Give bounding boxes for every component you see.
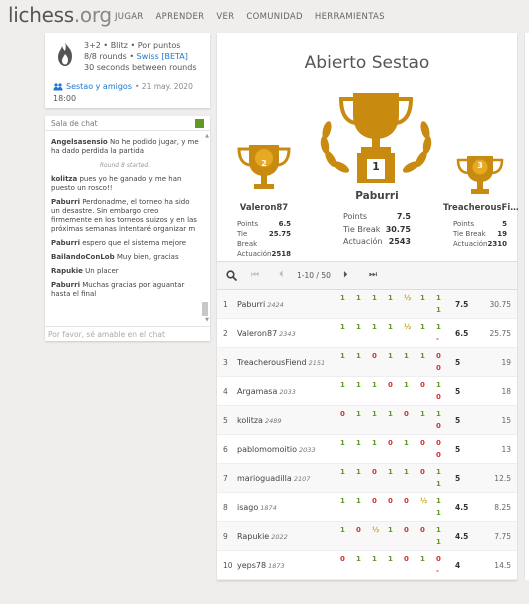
round-result[interactable]: ½ xyxy=(420,497,428,505)
stat-tiebreak: 19 xyxy=(497,230,507,238)
chat-message xyxy=(51,198,199,234)
round-result[interactable]: 1 xyxy=(372,323,377,331)
score-sheet xyxy=(339,555,447,577)
player-name: marioguadilla xyxy=(237,474,292,483)
round-result[interactable]: 1 xyxy=(356,497,361,505)
nav-play[interactable]: JUGAR xyxy=(115,12,144,22)
page-range: 1-10 / 50 xyxy=(297,271,331,280)
standing-tiebreak: 15 xyxy=(501,416,511,425)
standing-player[interactable] xyxy=(237,358,325,367)
podium-name-3[interactable]: TreacherousFi… xyxy=(443,203,519,213)
standing-points: 5 xyxy=(455,387,461,396)
round-result[interactable]: 1 xyxy=(420,323,425,331)
round-result[interactable]: 0 xyxy=(372,468,377,476)
team-link[interactable]: Sestao y amigos xyxy=(66,82,132,91)
stat-label: Actuación xyxy=(237,250,272,258)
flame-icon xyxy=(54,41,76,67)
standing-tiebreak: 12.5 xyxy=(494,474,511,483)
table-row[interactable] xyxy=(217,551,517,580)
standing-tiebreak: 13 xyxy=(501,445,511,454)
site-logo[interactable] xyxy=(8,3,112,27)
round-result[interactable]: 0 xyxy=(404,497,409,505)
standing-tiebreak: 30.75 xyxy=(489,300,511,309)
standing-points: 5 xyxy=(455,474,461,483)
round-result[interactable]: 1 xyxy=(436,323,441,331)
player-rating: 1874 xyxy=(260,504,277,512)
player-name: Rapukie xyxy=(237,532,270,541)
nav-watch[interactable]: VER xyxy=(216,12,235,22)
chat-user[interactable]: Angelsasensio xyxy=(51,138,108,146)
standing-rank: 1 xyxy=(223,300,228,309)
chat-text: Muchas gracias por aguantar hasta el final xyxy=(51,281,185,298)
standing-player[interactable] xyxy=(237,532,288,541)
chat-user[interactable]: Rapukie xyxy=(51,267,83,275)
table-row[interactable] xyxy=(217,493,517,522)
podium-rank-3: 3 xyxy=(477,161,483,170)
round-result[interactable]: 1 xyxy=(388,555,393,563)
round-result[interactable]: 1 xyxy=(372,381,377,389)
stat-label: Tie Break xyxy=(237,230,258,248)
round-result[interactable]: 0 xyxy=(436,364,441,372)
round-result[interactable]: 1 xyxy=(340,526,345,534)
podium-stats-3 xyxy=(453,219,507,249)
round-result[interactable]: 1 xyxy=(356,439,361,447)
standings-table xyxy=(217,290,517,580)
score-sheet xyxy=(339,294,447,316)
round-result[interactable]: 1 xyxy=(420,555,425,563)
tournament-panel xyxy=(217,33,517,580)
score-sheet xyxy=(339,352,447,374)
standing-rank: 2 xyxy=(223,329,228,338)
score-sheet xyxy=(339,526,447,548)
round-result[interactable]: 1 xyxy=(372,410,377,418)
round-result[interactable]: 1 xyxy=(340,497,345,505)
standing-rank: 5 xyxy=(223,416,228,425)
standing-player[interactable] xyxy=(237,300,284,309)
round-result[interactable]: 0 xyxy=(436,439,441,447)
podium-stats-2 xyxy=(237,219,291,259)
standing-tiebreak: 7.75 xyxy=(494,532,511,541)
round-result[interactable]: 0 xyxy=(372,352,377,360)
round-result[interactable]: 0 xyxy=(372,497,377,505)
round-result[interactable]: 0 xyxy=(404,526,409,534)
standing-player[interactable] xyxy=(237,561,285,570)
chat-input[interactable]: Por favor, sé amable en el chat xyxy=(45,326,210,341)
round-result[interactable]: 1 xyxy=(340,468,345,476)
stat-tiebreak: 30.75 xyxy=(385,224,411,234)
round-result[interactable]: 1 xyxy=(436,294,441,302)
stat-label: Tie Break xyxy=(453,230,486,238)
chat-system-message: Round 8 started. xyxy=(99,162,151,169)
round-result[interactable]: 1 xyxy=(340,352,345,360)
score-sheet xyxy=(339,468,447,490)
round-result[interactable]: 1 xyxy=(436,497,441,505)
swiss-beta-link[interactable]: Swiss [BETA] xyxy=(136,52,188,61)
round-result[interactable]: 0 xyxy=(388,497,393,505)
stat-performance: 2543 xyxy=(388,237,411,246)
player-rating: 2489 xyxy=(264,417,282,425)
chat-message xyxy=(51,253,199,262)
stat-points: 6.5 xyxy=(278,220,291,228)
stat-tiebreak: 25.75 xyxy=(268,230,291,238)
round-result[interactable]: 1 xyxy=(388,294,393,302)
player-rating: 2151 xyxy=(308,359,326,367)
standing-points: 5 xyxy=(455,358,461,367)
standing-rank: 8 xyxy=(223,503,228,512)
chat-message xyxy=(51,281,199,299)
standing-rank: 9 xyxy=(223,532,228,541)
player-name: isago xyxy=(237,503,259,512)
round-result[interactable]: 0 xyxy=(436,555,441,563)
trophy-icon xyxy=(455,153,505,199)
round-result[interactable]: 1 xyxy=(356,381,361,389)
stat-points: 7.5 xyxy=(396,212,411,221)
standing-tiebreak: 19 xyxy=(501,358,511,367)
nav-learn[interactable]: APRENDER xyxy=(155,12,205,22)
nav-community[interactable]: COMUNIDAD xyxy=(246,12,303,22)
info-interval: 30 seconds between rounds xyxy=(84,63,197,72)
stat-label: Points xyxy=(343,212,368,221)
round-result[interactable]: 0 xyxy=(420,439,425,447)
round-result[interactable]: 1 xyxy=(436,509,441,517)
round-result[interactable]: 1 xyxy=(388,352,393,360)
player-name: Paburri xyxy=(237,300,266,309)
chat-user[interactable]: Paburri xyxy=(51,239,80,247)
chat-text: pues yo he ganado y me han puesto un rosco!! xyxy=(51,175,182,192)
chat-message xyxy=(51,267,199,276)
round-result[interactable]: 1 xyxy=(372,555,377,563)
score-sheet xyxy=(339,381,447,403)
score-sheet xyxy=(339,323,447,345)
player-rating: 2033 xyxy=(299,446,316,454)
table-row[interactable] xyxy=(217,290,517,319)
round-result[interactable]: 0 xyxy=(436,422,441,430)
scroll-down-arrow[interactable]: ▼ xyxy=(205,317,209,323)
round-result[interactable]: 1 xyxy=(436,381,441,389)
round-result[interactable]: 1 xyxy=(340,294,345,302)
chat-user[interactable]: Paburri xyxy=(51,198,80,206)
standing-player[interactable] xyxy=(237,416,281,425)
round-result[interactable]: 1 xyxy=(436,468,441,476)
chat-panel xyxy=(45,116,210,341)
stat-performance: 2310 xyxy=(487,240,507,248)
round-result[interactable]: 1 xyxy=(340,439,345,447)
table-row[interactable] xyxy=(217,435,517,464)
standing-points: 5 xyxy=(455,416,461,425)
chat-text: espero que el sistema mejore xyxy=(82,239,187,247)
stat-label: Actuación xyxy=(343,237,383,246)
score-sheet xyxy=(339,439,447,461)
chat-user[interactable]: BailandoConLob xyxy=(51,253,115,261)
chat-header xyxy=(45,116,210,131)
main-nav xyxy=(115,12,397,22)
round-result[interactable]: 1 xyxy=(340,323,345,331)
table-row[interactable] xyxy=(217,406,517,435)
round-result[interactable]: 1 xyxy=(388,323,393,331)
score-sheet xyxy=(339,497,447,519)
first-page-icon[interactable]: ⏮ xyxy=(251,270,260,280)
round-result[interactable]: 1 xyxy=(356,352,361,360)
podium-stats-1 xyxy=(343,211,411,249)
player-rating: 2033 xyxy=(279,388,296,396)
round-result[interactable]: ½ xyxy=(404,294,412,302)
round-result[interactable]: 1 xyxy=(356,323,361,331)
round-result[interactable]: 0 xyxy=(388,381,393,389)
tournament-title: Abierto Sestao xyxy=(304,53,430,73)
score-sheet xyxy=(339,410,447,432)
standing-tiebreak: 18 xyxy=(501,387,511,396)
player-name: pablomomoitio xyxy=(237,445,298,454)
round-result[interactable]: 0 xyxy=(420,468,425,476)
standing-player[interactable] xyxy=(237,474,310,483)
round-result[interactable]: 1 xyxy=(420,352,425,360)
team-line xyxy=(53,82,193,91)
round-result[interactable]: 1 xyxy=(436,526,441,534)
round-result[interactable]: 1 xyxy=(356,294,361,302)
player-name: TreacherousFiend xyxy=(237,358,307,367)
round-result[interactable]: - xyxy=(436,335,439,343)
round-result[interactable]: 0 xyxy=(436,352,441,360)
standing-tiebreak: 8.25 xyxy=(494,503,511,512)
standings-pager xyxy=(217,262,517,290)
round-result[interactable]: 0 xyxy=(420,526,425,534)
player-rating: 1873 xyxy=(268,562,285,570)
standing-rank: 10 xyxy=(223,561,233,570)
chat-title: Sala de chat xyxy=(51,119,98,128)
round-result[interactable]: 1 xyxy=(436,410,441,418)
round-result[interactable]: 1 xyxy=(404,352,409,360)
round-result[interactable]: 1 xyxy=(356,555,361,563)
standing-player[interactable] xyxy=(237,445,316,454)
last-page-icon[interactable]: ⏭ xyxy=(369,270,378,280)
round-result[interactable]: 0 xyxy=(404,410,409,418)
round-result[interactable]: 0 xyxy=(356,526,361,534)
standing-points: 4 xyxy=(455,561,461,570)
chat-message xyxy=(51,138,199,156)
team-icon xyxy=(53,83,63,91)
player-rating: 2107 xyxy=(293,475,311,483)
podium-name-1[interactable]: Paburri xyxy=(355,190,399,202)
stat-label: Points xyxy=(237,220,259,228)
round-result[interactable]: 0 xyxy=(388,439,393,447)
standing-rank: 4 xyxy=(223,387,228,396)
podium-name-2[interactable]: Valeron87 xyxy=(239,203,289,213)
round-result[interactable]: 1 xyxy=(388,410,393,418)
round-result[interactable]: ½ xyxy=(372,526,380,534)
player-name: Valeron87 xyxy=(237,329,278,338)
logo-text: lichess xyxy=(8,3,74,27)
round-result[interactable]: 1 xyxy=(372,439,377,447)
standing-points: 7.5 xyxy=(455,300,469,309)
tournament-time: 18:00 xyxy=(53,94,77,103)
round-result[interactable]: 1 xyxy=(404,381,409,389)
round-result[interactable]: 0 xyxy=(404,555,409,563)
info-clock: 3+2 • Blitz • Por puntos xyxy=(84,41,181,50)
table-row[interactable] xyxy=(217,319,517,348)
standing-tiebreak: 14.5 xyxy=(494,561,511,570)
round-result[interactable]: 1 xyxy=(388,468,393,476)
round-result[interactable]: 1 xyxy=(388,526,393,534)
round-result[interactable]: 0 xyxy=(436,451,441,459)
standing-points: 4.5 xyxy=(455,532,469,541)
table-row[interactable] xyxy=(217,522,517,551)
chat-user[interactable]: Paburri xyxy=(51,281,80,289)
player-name: kolitza xyxy=(237,416,263,425)
round-result[interactable]: 1 xyxy=(420,410,425,418)
podium xyxy=(217,33,517,262)
stat-label: Actuación xyxy=(453,240,488,248)
round-result[interactable]: - xyxy=(436,567,439,575)
round-result[interactable]: 1 xyxy=(356,468,361,476)
prev-page-icon[interactable]: ⏴ xyxy=(279,270,284,280)
round-result[interactable]: 1 xyxy=(404,439,409,447)
chat-text: Muy bien, gracias xyxy=(116,253,179,261)
standing-rank: 6 xyxy=(223,445,228,454)
stat-points: 5 xyxy=(502,220,507,228)
info-rounds-text: 8/8 rounds • xyxy=(84,52,137,61)
stat-label: Tie Break xyxy=(343,224,381,234)
player-rating: 2343 xyxy=(279,330,296,338)
standing-points: 5 xyxy=(455,445,461,454)
standing-player[interactable] xyxy=(237,503,277,512)
round-result[interactable]: 1 xyxy=(356,410,361,418)
table-row[interactable] xyxy=(217,348,517,377)
chat-scrollbar[interactable] xyxy=(202,302,208,316)
standing-player[interactable] xyxy=(237,387,296,396)
chat-messages xyxy=(51,138,199,304)
round-result[interactable]: 1 xyxy=(372,294,377,302)
round-result[interactable]: 0 xyxy=(436,393,441,401)
podium-rank-1: 1 xyxy=(372,160,380,173)
player-rating: 2424 xyxy=(267,301,284,309)
table-row[interactable] xyxy=(217,464,517,493)
round-result[interactable]: 1 xyxy=(420,294,425,302)
chat-toggle-checkbox[interactable] xyxy=(195,119,204,128)
chat-text: Perdonadme, el torneo ha sido un desastre. Sin embargo creo firmemente en los torneos suizos y en las próximas semanas intentaré organizar m xyxy=(51,198,197,233)
chat-message xyxy=(51,239,199,248)
standing-points: 6.5 xyxy=(455,329,469,338)
stat-label: Points xyxy=(453,220,475,228)
top-bar xyxy=(0,0,529,34)
next-page-icon[interactable]: ⏵ xyxy=(343,270,348,280)
round-result[interactable]: 1 xyxy=(404,468,409,476)
standing-rank: 3 xyxy=(223,358,228,367)
scroll-up-arrow[interactable]: ▲ xyxy=(205,133,209,139)
search-icon[interactable] xyxy=(226,270,237,281)
round-result[interactable]: 0 xyxy=(340,555,345,563)
chat-text: Un placer xyxy=(85,267,119,275)
round-result[interactable]: 1 xyxy=(436,480,441,488)
round-result[interactable]: 1 xyxy=(436,306,441,314)
player-name: yeps78 xyxy=(237,561,267,570)
round-result[interactable]: 0 xyxy=(420,381,425,389)
standing-player[interactable] xyxy=(237,329,296,338)
player-name: Argamasa xyxy=(237,387,278,396)
right-panel-edge xyxy=(524,33,529,580)
round-result[interactable]: 1 xyxy=(436,538,441,546)
standing-tiebreak: 25.75 xyxy=(489,329,511,338)
standing-points: 4.5 xyxy=(455,503,469,512)
tournament-info xyxy=(45,33,210,108)
chat-user[interactable]: kolitza xyxy=(51,175,78,183)
nav-tools[interactable]: HERRAMIENTAS xyxy=(314,12,385,22)
round-result[interactable]: 0 xyxy=(340,410,345,418)
podium-rank-2: 2 xyxy=(261,159,267,168)
info-rounds xyxy=(84,52,188,61)
round-result[interactable]: ½ xyxy=(404,323,412,331)
round-result[interactable]: 1 xyxy=(340,381,345,389)
table-row[interactable] xyxy=(217,377,517,406)
trophy-icon xyxy=(235,141,293,197)
chat-text: No he podido jugar, y me ha dado perdida la partida xyxy=(51,138,199,155)
logo-tld: .org xyxy=(73,3,112,27)
chat-message xyxy=(51,175,199,193)
tournament-date: • 21 may. 2020 xyxy=(134,82,193,91)
stat-performance: 2518 xyxy=(271,250,291,258)
standing-rank: 7 xyxy=(223,474,228,483)
player-rating: 2022 xyxy=(271,533,288,541)
